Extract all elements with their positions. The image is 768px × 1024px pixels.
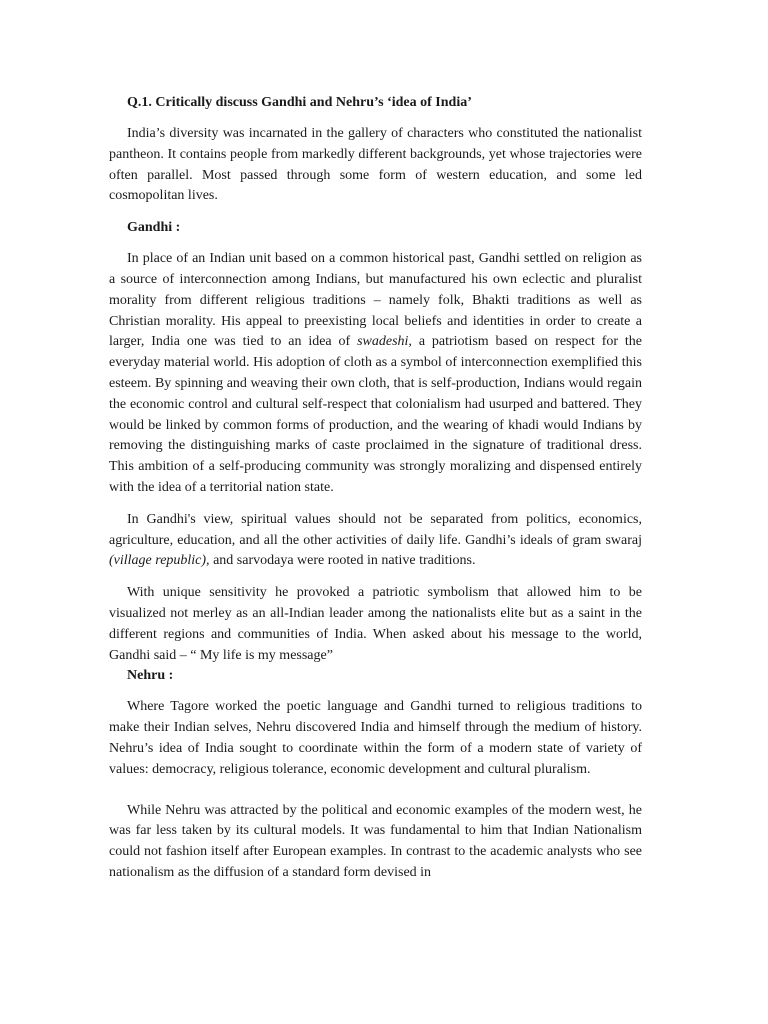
gandhi-paragraph-3: With unique sensitivity he provoked a patriotic symbolism that allowed him to be visualized not merley as an all-Indian leader among the nationalists elite but as a saint in the different regions and communities of India. When asked about his message to the world, Gandhi said – “ My life is my message” — [109, 585, 642, 663]
document-body — [109, 93, 642, 895]
intro-paragraph: India’s diversity was incarnated in the gallery of characters who constituted the nationalist pantheon. It contains people from markedly different backgrounds, yet whose trajectories were often parallel. Most passed through some form of western education, and some led cosmopolitan lives. — [109, 126, 642, 204]
gandhi-heading: Gandhi : — [127, 220, 181, 236]
gandhi-p2-text-a: In Gandhi's view, spiritual values should not be separated from politics, economics, agriculture, education, and all the other activities of daily life. Gandhi’s ideals of gram swaraj — [109, 511, 642, 548]
question-title: Q.1. Critically discuss Gandhi and Nehru’s ‘idea of India’ — [127, 95, 472, 110]
swadeshi-term: swadeshi, — [357, 334, 412, 350]
village-republic-term: (village republic), — [109, 553, 210, 569]
nehru-paragraph-2: While Nehru was attracted by the political and economic examples of the modern west, he was far less taken by its cultural models. It was fundamental to him that Indian Nationalism could not fashion itself after European examples. In contrast to the academic analysts who see nationalism as the diffusion of a standard form devised in — [109, 802, 642, 880]
nehru-heading: Nehru : — [127, 668, 174, 684]
gandhi-paragraph-2 — [109, 510, 642, 572]
gandhi-p1-text-a: In place of an Indian unit based on a common historical past, Gandhi settled on religion as a source of interconnection among Indians, but manufactured his own eclectic and pluralist morality from different religious traditions – namely folk, Bhakti traditions as well as Christian morality. His appeal to preexisting local beliefs and identities in order to create a larger, India one was tied to an idea of — [109, 251, 642, 350]
nehru-paragraph-1: Where Tagore worked the poetic language and Gandhi turned to religious traditions to make their Indian selves, Nehru discovered India and himself through the medium of history. Nehru’s idea of India sought to coordinate within the form of a modern state of variety of values: democracy, religious tolerance, economic development and cultural pluralism. — [109, 699, 642, 777]
gandhi-p2-text-b: and sarvodaya were rooted in native traditions. — [213, 553, 476, 569]
gandhi-paragraph-1 — [109, 249, 642, 499]
gandhi-p1-text-b: a patriotism based on respect for the everyday material world. His adoption of cloth as a symbol of interconnection exemplified this esteem. By spinning and weaving their own cloth, that is self-production, Indians would regain the economic control and cultural self-respect that colonialism had usurped and battered. They would be linked by common forms of production, and the wearing of khadi would Indians by removing the distinguishing marks of caste proclaimed in the signature of traditional dress. This ambition of a self-producing community was strongly moralizing and dispensed entirely with the idea of a territorial nation state. — [109, 334, 643, 495]
